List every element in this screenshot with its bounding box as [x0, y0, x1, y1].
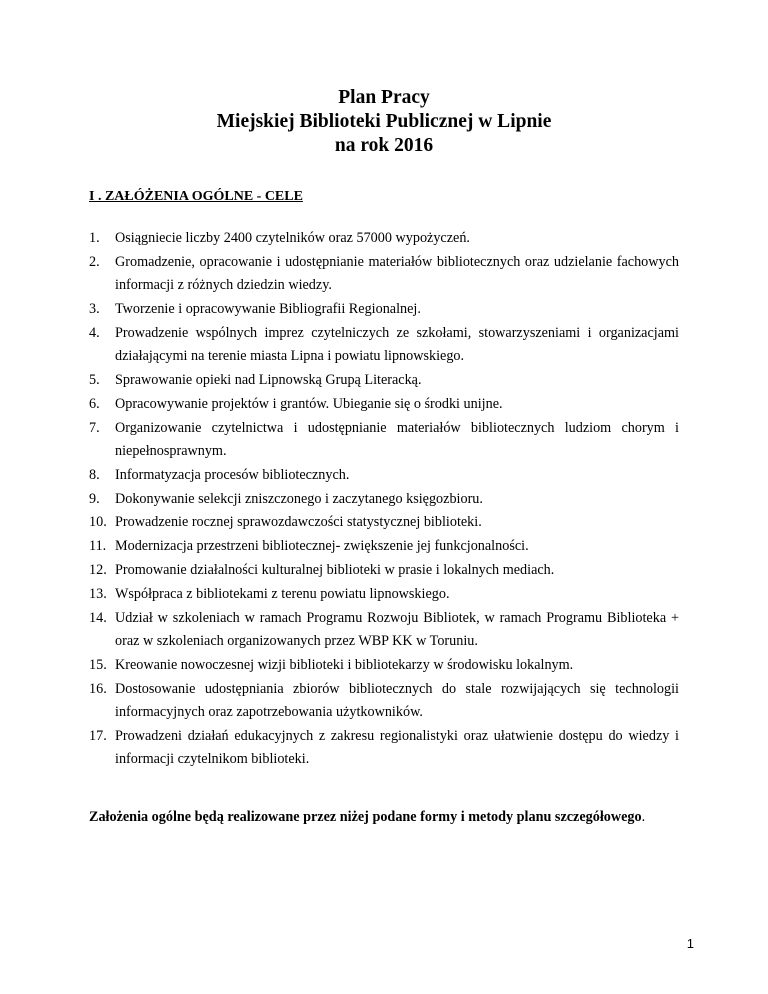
title-line-3: na rok 2016	[334, 135, 434, 156]
item-text: Gromadzenie, opracowanie i udostępnianie materiałów bibliotecznych oraz udzielanie fachowych informacji z różnych dziedzin wiedzy.	[115, 253, 679, 294]
list-item	[89, 298, 679, 321]
item-text: Osiągniecie liczby 2400 czytelników oraz 57000 wypożyczeń.	[115, 230, 470, 246]
page-number: 1	[686, 936, 694, 951]
item-number: 2.	[89, 253, 100, 270]
item-number: 14.	[89, 609, 107, 626]
item-text: Tworzenie i opracowywanie Bibliografii Regionalnej.	[115, 301, 421, 317]
list-item	[89, 678, 679, 725]
item-text: Prowadzeni działań edukacyjnych z zakresu regionalistyki oraz ułatwienie dostępu do wiedzy i informacji czytelnikom biblioteki.	[115, 727, 679, 768]
list-item	[89, 369, 679, 392]
list-item	[89, 393, 679, 416]
item-number: 6.	[89, 395, 100, 412]
item-number: 7.	[89, 419, 100, 436]
list-item	[89, 535, 679, 558]
list-item	[89, 464, 679, 487]
item-number: 4.	[89, 324, 100, 341]
list-item	[89, 559, 679, 582]
item-number: 10.	[89, 514, 107, 531]
item-text: Prowadzenie wspólnych imprez czytelniczych ze szkołami, stowarzyszeniami i organizacjami działającymi na terenie miasta Lipna i powiatu lipnowskiego.	[115, 324, 679, 365]
item-number: 17.	[89, 727, 107, 744]
item-number: 3.	[89, 301, 100, 317]
item-number: 12.	[89, 561, 107, 578]
list-item	[89, 583, 679, 606]
summary-text: Założenia ogólne będą realizowane przez niżej podane formy i metody planu szczegółowego	[89, 809, 642, 825]
item-text: Informatyzacja procesów bibliotecznych.	[115, 466, 350, 483]
item-number: 13.	[89, 585, 107, 602]
title-line-2: Miejskiej Biblioteki Publicznej w Lipnie	[216, 111, 552, 132]
summary-period: .	[641, 809, 646, 825]
list-item	[89, 251, 679, 298]
title-line-1: Plan Pracy	[338, 87, 430, 108]
item-text: Prowadzenie rocznej sprawozdawczości statystycznej biblioteki.	[115, 514, 482, 531]
item-text: Dokonywanie selekcji zniszczonego i zaczytanego księgozbioru.	[115, 490, 483, 507]
item-number: 9.	[89, 490, 100, 507]
item-number: 11.	[89, 538, 107, 555]
item-text: Współpraca z bibliotekami z terenu powiatu lipnowskiego.	[115, 585, 450, 602]
item-text: Udział w szkoleniach w ramach Programu Rozwoju Bibliotek, w ramach Programu Biblioteka + oraz w szkoleniach organizowanych przez WBP KK w Toruniu.	[115, 609, 679, 649]
item-number: 15.	[89, 656, 107, 673]
item-text: Kreowanie nowoczesnej wizji biblioteki i bibliotekarzy w środowisku lokalnym.	[115, 656, 574, 673]
list-item	[89, 725, 679, 772]
section-heading: I . ZAŁÓŻENIA OGÓLNE - CELE	[89, 189, 303, 204]
list-item	[89, 488, 679, 511]
item-number: 16.	[89, 680, 107, 697]
list-item	[89, 322, 679, 369]
item-text: Modernizacja przestrzeni bibliotecznej- zwiększenie jej funkcjonalności.	[115, 538, 529, 555]
list-item	[89, 511, 679, 534]
goals-list	[89, 227, 679, 772]
document-title	[0, 86, 768, 158]
list-item	[89, 654, 679, 677]
summary-paragraph	[89, 806, 680, 830]
item-number: 5.	[89, 372, 100, 388]
item-number: 8.	[89, 466, 100, 483]
list-item	[89, 227, 679, 250]
item-text: Opracowywanie projektów i grantów. Ubieganie się o środki unijne.	[115, 395, 503, 412]
item-text: Dostosowanie udostępniania zbiorów bibliotecznych do stale rozwijających się technologii informacyjnych oraz zapotrzebowania użytkowników.	[115, 680, 679, 720]
list-item	[89, 607, 679, 654]
item-number: 1.	[89, 230, 100, 246]
item-text: Promowanie działalności kulturalnej biblioteki w prasie i lokalnych mediach.	[115, 561, 555, 578]
item-text: Organizowanie czytelnictwa i udostępnianie materiałów bibliotecznych ludziom chorym i niepełnosprawnym.	[115, 419, 679, 459]
list-item	[89, 417, 679, 464]
item-text: Sprawowanie opieki nad Lipnowską Grupą Literacką.	[115, 372, 422, 388]
